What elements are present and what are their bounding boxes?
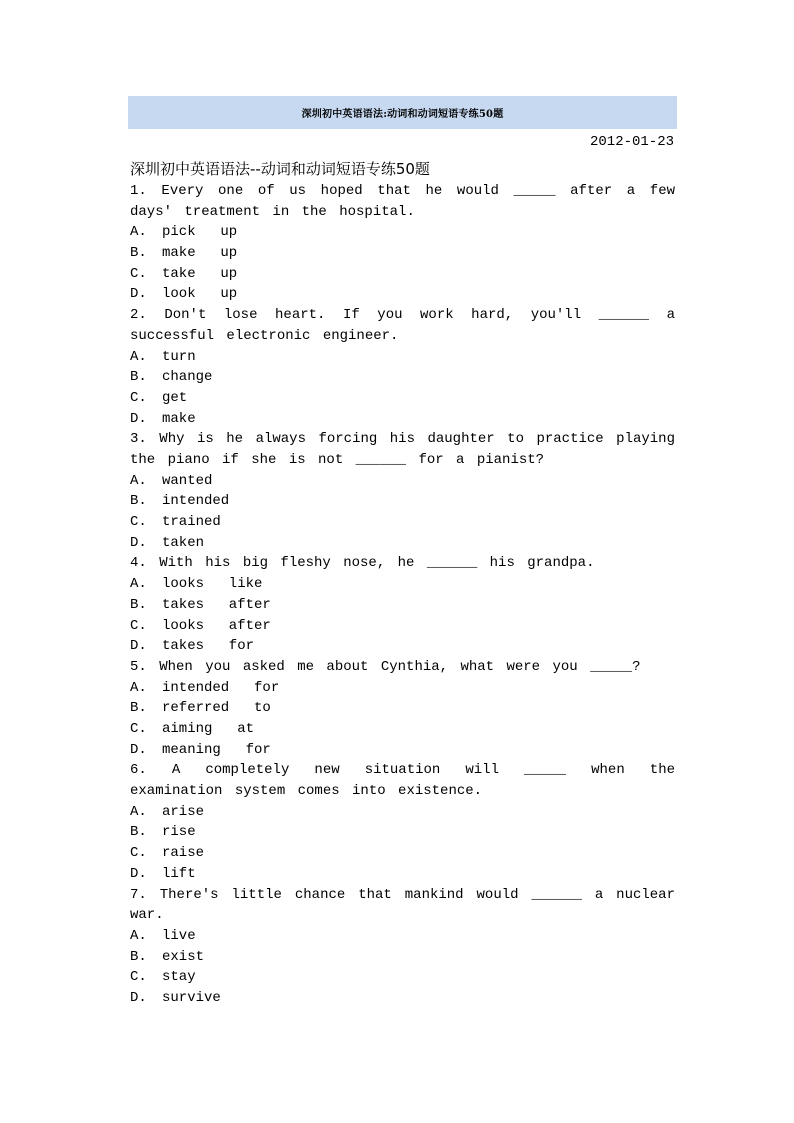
header-banner <box>128 96 677 129</box>
option-letter: B. <box>130 369 147 386</box>
question-text: 5. When you asked me about Cynthia, what were you _____? <box>130 658 641 675</box>
option-letter: C. <box>130 969 147 986</box>
option-text: look up <box>162 286 238 303</box>
answer-option <box>130 512 675 533</box>
option-text: make <box>162 410 196 427</box>
option-text: aiming at <box>162 721 255 737</box>
answer-option <box>130 533 675 554</box>
document-body <box>130 157 675 1009</box>
option-text: arise <box>162 803 205 820</box>
header-title: 深圳初中英语语法:动词和动词短语专练50题 <box>301 109 504 120</box>
option-letter: D. <box>130 741 147 758</box>
answer-option <box>130 388 675 409</box>
answer-option <box>130 471 675 492</box>
answer-option <box>130 222 675 243</box>
option-letter: B. <box>130 596 147 613</box>
question-item <box>130 553 675 656</box>
option-letter: C. <box>130 617 147 634</box>
option-text: meaning for <box>162 741 271 758</box>
question-item <box>130 657 675 760</box>
option-text: taken <box>162 534 205 551</box>
option-letter: A. <box>130 224 147 241</box>
option-letter: B. <box>130 700 147 717</box>
option-text: pick up <box>162 224 238 241</box>
question-item <box>130 760 675 884</box>
option-letter: B. <box>130 948 147 965</box>
option-text: raise <box>162 845 205 862</box>
option-letter: A. <box>130 927 147 944</box>
option-letter: B. <box>130 493 147 510</box>
answer-option <box>130 967 675 988</box>
option-text: intended <box>162 493 230 510</box>
option-letter: A. <box>130 576 147 593</box>
question-text: 1. Every one of us hoped that he would _____ after a few days' treatment in the hospital. <box>130 183 675 220</box>
option-letter: A. <box>130 472 147 489</box>
question-item <box>130 305 675 429</box>
answer-option <box>130 988 675 1009</box>
option-text: turn <box>162 348 196 365</box>
option-text: take up <box>162 265 238 282</box>
option-letter: C. <box>130 845 147 862</box>
option-letter: D. <box>130 286 147 303</box>
option-text: change <box>162 369 213 386</box>
answer-option <box>130 347 675 368</box>
answer-option <box>130 243 675 264</box>
answer-option <box>130 284 675 305</box>
question-text: 3. Why is he always forcing his daughter to practice playing the piano if she is not ______ for a pianist? <box>130 431 675 469</box>
answer-option <box>130 491 675 512</box>
answer-option <box>130 678 675 699</box>
option-letter: D. <box>130 534 147 551</box>
option-text: wanted <box>162 472 213 489</box>
option-text: takes for <box>162 638 255 655</box>
question-item <box>130 181 675 305</box>
answer-option <box>130 264 675 285</box>
option-text: trained <box>162 514 221 531</box>
answer-option <box>130 616 675 637</box>
answer-option <box>130 636 675 657</box>
question-text: 6. A completely new situation will _____ when the examination system comes into existence. <box>130 762 675 800</box>
option-text: rise <box>162 824 196 841</box>
question-list <box>130 181 675 1009</box>
option-letter: A. <box>130 348 147 365</box>
question-text: 4. With his big fleshy nose, he ______ his grandpa. <box>130 555 595 572</box>
option-letter: B. <box>130 824 147 841</box>
option-letter: D. <box>130 638 147 655</box>
option-text: takes after <box>162 596 271 613</box>
option-letter: A. <box>130 679 147 696</box>
option-letter: C. <box>130 389 147 406</box>
option-letter: C. <box>130 721 147 737</box>
document-title: 深圳初中英语语法--动词和动词短语专练50题 <box>130 160 430 178</box>
question-item <box>130 429 675 553</box>
option-letter: B. <box>130 245 147 262</box>
document-date: 2012-01-23 <box>589 134 674 150</box>
answer-option <box>130 822 675 843</box>
option-text: live <box>162 927 196 944</box>
answer-option <box>130 926 675 947</box>
question-text: 2. Don't lose heart. If you work hard, you'll ______ a successful electronic engineer. <box>130 307 675 344</box>
option-text: survive <box>162 990 221 1006</box>
option-letter: C. <box>130 514 147 531</box>
option-letter: D. <box>130 990 147 1006</box>
option-letter: D. <box>130 410 147 427</box>
answer-option <box>130 719 675 740</box>
answer-option <box>130 595 675 616</box>
answer-option <box>130 802 675 823</box>
answer-option <box>130 367 675 388</box>
answer-option <box>130 409 675 430</box>
answer-option <box>130 698 675 719</box>
answer-option <box>130 843 675 864</box>
answer-option <box>130 740 675 761</box>
answer-option <box>130 574 675 595</box>
option-text: stay <box>162 969 196 986</box>
question-text: 7. There's little chance that mankind would ______ a nuclear war. <box>130 886 675 924</box>
option-text: intended for <box>162 679 280 696</box>
option-text: looks like <box>162 576 263 593</box>
answer-option <box>130 947 675 968</box>
option-text: lift <box>162 865 196 882</box>
option-letter: D. <box>130 865 147 882</box>
option-text: make up <box>162 245 238 262</box>
option-text: exist <box>162 948 205 965</box>
question-item <box>130 885 675 1009</box>
option-letter: C. <box>130 265 147 282</box>
option-text: get <box>162 389 188 406</box>
answer-option <box>130 864 675 885</box>
option-letter: A. <box>130 803 147 820</box>
option-text: looks after <box>162 617 271 634</box>
option-text: referred to <box>162 700 271 717</box>
